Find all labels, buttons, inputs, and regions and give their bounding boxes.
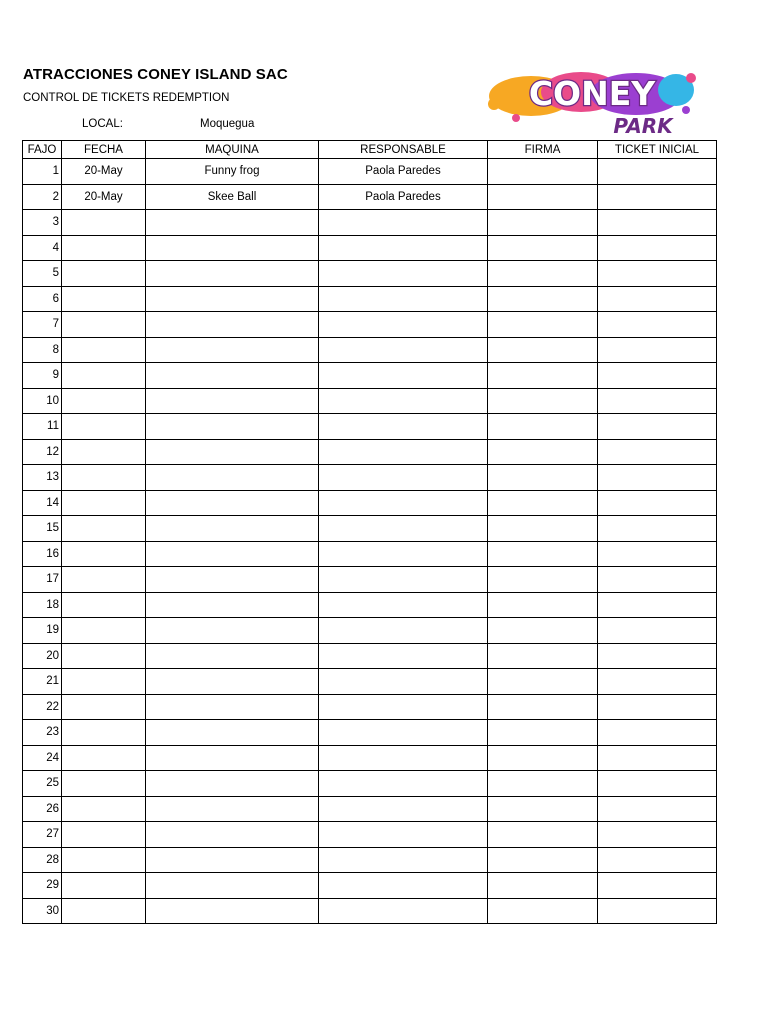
cell-firma [488, 414, 598, 440]
tickets-table [22, 140, 717, 924]
table-row [23, 363, 717, 389]
cell-firma [488, 465, 598, 491]
cell-fajo: 16 [23, 541, 62, 567]
table-row [23, 490, 717, 516]
table-row [23, 822, 717, 848]
coney-park-logo [486, 70, 698, 140]
cell-maquina [146, 822, 319, 848]
cell-fajo: 9 [23, 363, 62, 389]
cell-fecha [62, 414, 146, 440]
cell-fajo: 17 [23, 567, 62, 593]
cell-firma [488, 159, 598, 185]
col-header-fecha: FECHA [62, 141, 146, 159]
table-row [23, 439, 717, 465]
cell-responsable [319, 745, 488, 771]
cell-ticket-inicial [598, 720, 717, 746]
cell-maquina: Funny frog [146, 159, 319, 185]
cell-firma [488, 745, 598, 771]
cell-maquina [146, 414, 319, 440]
cell-responsable [319, 720, 488, 746]
cell-ticket-inicial [598, 567, 717, 593]
cell-fecha [62, 643, 146, 669]
cell-fajo: 8 [23, 337, 62, 363]
cell-firma [488, 720, 598, 746]
cell-firma [488, 261, 598, 287]
cell-fajo: 27 [23, 822, 62, 848]
cell-firma [488, 312, 598, 338]
table-row [23, 184, 717, 210]
table-row [23, 286, 717, 312]
cell-fecha [62, 465, 146, 491]
cell-ticket-inicial [598, 184, 717, 210]
cell-responsable [319, 414, 488, 440]
cell-maquina [146, 873, 319, 899]
cell-responsable [319, 490, 488, 516]
cell-maquina [146, 363, 319, 389]
cell-firma [488, 669, 598, 695]
cell-maquina [146, 286, 319, 312]
cell-maquina [146, 261, 319, 287]
cell-fajo: 5 [23, 261, 62, 287]
table-row [23, 159, 717, 185]
cell-fajo: 26 [23, 796, 62, 822]
cell-maquina [146, 567, 319, 593]
cell-maquina [146, 490, 319, 516]
cell-ticket-inicial [598, 439, 717, 465]
cell-maquina [146, 669, 319, 695]
cell-ticket-inicial [598, 210, 717, 236]
logo-text-park: PARK [613, 114, 673, 138]
cell-maquina [146, 745, 319, 771]
cell-firma [488, 643, 598, 669]
cell-firma [488, 771, 598, 797]
cell-fecha [62, 873, 146, 899]
cell-firma [488, 490, 598, 516]
cell-fajo: 2 [23, 184, 62, 210]
document-subtitle: CONTROL DE TICKETS REDEMPTION [23, 92, 230, 104]
col-header-fajo: FAJO [23, 141, 62, 159]
table-row [23, 388, 717, 414]
cell-fajo: 11 [23, 414, 62, 440]
cell-ticket-inicial [598, 363, 717, 389]
cell-firma [488, 592, 598, 618]
table-row [23, 337, 717, 363]
cell-firma [488, 516, 598, 542]
cell-responsable [319, 847, 488, 873]
cell-fecha [62, 796, 146, 822]
cell-responsable [319, 796, 488, 822]
table-row [23, 465, 717, 491]
cell-maquina [146, 771, 319, 797]
cell-maquina [146, 516, 319, 542]
table-row [23, 414, 717, 440]
cell-fecha [62, 286, 146, 312]
table-row [23, 592, 717, 618]
cell-fecha [62, 337, 146, 363]
table-row [23, 312, 717, 338]
cell-maquina [146, 210, 319, 236]
cell-firma [488, 184, 598, 210]
cell-fecha [62, 363, 146, 389]
cell-firma [488, 388, 598, 414]
cell-responsable [319, 822, 488, 848]
cell-ticket-inicial [598, 465, 717, 491]
cell-responsable [319, 618, 488, 644]
cell-fajo: 4 [23, 235, 62, 261]
cell-ticket-inicial [598, 669, 717, 695]
cell-responsable [319, 771, 488, 797]
cell-ticket-inicial [598, 159, 717, 185]
cell-responsable [319, 261, 488, 287]
col-header-ticket-inicial: TICKET INICIAL [598, 141, 717, 159]
logo-text-coney: CONEY [528, 74, 656, 113]
cell-maquina [146, 694, 319, 720]
cell-responsable: Paola Paredes [319, 159, 488, 185]
cell-fecha [62, 592, 146, 618]
cell-maquina [146, 847, 319, 873]
cell-firma [488, 847, 598, 873]
table-row [23, 796, 717, 822]
cell-ticket-inicial [598, 847, 717, 873]
cell-responsable [319, 567, 488, 593]
cell-responsable [319, 235, 488, 261]
cell-ticket-inicial [598, 898, 717, 924]
cell-maquina [146, 312, 319, 338]
table-row [23, 669, 717, 695]
cell-ticket-inicial [598, 541, 717, 567]
cell-firma [488, 541, 598, 567]
cell-maquina [146, 592, 319, 618]
cell-fajo: 24 [23, 745, 62, 771]
cell-maquina [146, 337, 319, 363]
table-row [23, 261, 717, 287]
cell-fajo: 13 [23, 465, 62, 491]
table-row [23, 898, 717, 924]
cell-responsable [319, 465, 488, 491]
cell-responsable [319, 873, 488, 899]
cell-responsable [319, 388, 488, 414]
cell-ticket-inicial [598, 771, 717, 797]
cell-fecha [62, 669, 146, 695]
cell-fajo: 7 [23, 312, 62, 338]
cell-fecha [62, 898, 146, 924]
cell-ticket-inicial [598, 261, 717, 287]
table-row [23, 643, 717, 669]
cell-fajo: 30 [23, 898, 62, 924]
cell-responsable [319, 541, 488, 567]
cell-ticket-inicial [598, 337, 717, 363]
cell-ticket-inicial [598, 618, 717, 644]
cell-fecha [62, 720, 146, 746]
cell-firma [488, 363, 598, 389]
table-row [23, 516, 717, 542]
cell-fajo: 18 [23, 592, 62, 618]
cell-maquina [146, 541, 319, 567]
table-row [23, 541, 717, 567]
cell-maquina [146, 796, 319, 822]
cell-fecha [62, 822, 146, 848]
cell-fajo: 6 [23, 286, 62, 312]
cell-responsable [319, 210, 488, 236]
cell-maquina [146, 388, 319, 414]
cell-fecha [62, 567, 146, 593]
cell-responsable: Paola Paredes [319, 184, 488, 210]
cell-ticket-inicial [598, 592, 717, 618]
cell-fecha [62, 516, 146, 542]
cell-responsable [319, 643, 488, 669]
local-value: Moquegua [200, 118, 255, 130]
cell-fajo: 12 [23, 439, 62, 465]
cell-responsable [319, 286, 488, 312]
cell-firma [488, 337, 598, 363]
cell-firma [488, 694, 598, 720]
cell-responsable [319, 363, 488, 389]
cell-maquina [146, 465, 319, 491]
cell-firma [488, 898, 598, 924]
cell-fecha [62, 694, 146, 720]
table-header-row [23, 141, 717, 159]
cell-fecha [62, 771, 146, 797]
local-label: LOCAL: [82, 118, 123, 130]
cell-maquina [146, 439, 319, 465]
cell-fecha [62, 618, 146, 644]
col-header-responsable: RESPONSABLE [319, 141, 488, 159]
cell-responsable [319, 516, 488, 542]
cell-ticket-inicial [598, 286, 717, 312]
cell-fecha [62, 388, 146, 414]
cell-fecha [62, 541, 146, 567]
table-row [23, 745, 717, 771]
cell-fecha: 20-May [62, 159, 146, 185]
table-row [23, 694, 717, 720]
cell-ticket-inicial [598, 822, 717, 848]
cell-fajo: 28 [23, 847, 62, 873]
cell-fecha: 20-May [62, 184, 146, 210]
cell-firma [488, 567, 598, 593]
cell-fajo: 21 [23, 669, 62, 695]
cell-ticket-inicial [598, 235, 717, 261]
cell-ticket-inicial [598, 796, 717, 822]
table-row [23, 873, 717, 899]
cell-fecha [62, 490, 146, 516]
cell-fajo: 20 [23, 643, 62, 669]
cell-maquina: Skee Ball [146, 184, 319, 210]
cell-fajo: 14 [23, 490, 62, 516]
cell-fecha [62, 210, 146, 236]
cell-firma [488, 618, 598, 644]
cell-firma [488, 439, 598, 465]
table-row [23, 771, 717, 797]
table-row [23, 210, 717, 236]
cell-ticket-inicial [598, 643, 717, 669]
cell-fajo: 25 [23, 771, 62, 797]
table-row [23, 720, 717, 746]
cell-firma [488, 822, 598, 848]
cell-ticket-inicial [598, 490, 717, 516]
cell-maquina [146, 235, 319, 261]
col-header-firma: FIRMA [488, 141, 598, 159]
cell-maquina [146, 720, 319, 746]
cell-maquina [146, 643, 319, 669]
cell-firma [488, 796, 598, 822]
cell-fecha [62, 312, 146, 338]
cell-fecha [62, 745, 146, 771]
cell-firma [488, 873, 598, 899]
cell-responsable [319, 669, 488, 695]
cell-ticket-inicial [598, 414, 717, 440]
cell-ticket-inicial [598, 516, 717, 542]
cell-fajo: 1 [23, 159, 62, 185]
cell-responsable [319, 439, 488, 465]
cell-firma [488, 235, 598, 261]
cell-fajo: 19 [23, 618, 62, 644]
cell-ticket-inicial [598, 745, 717, 771]
cell-responsable [319, 312, 488, 338]
table-row [23, 235, 717, 261]
cell-maquina [146, 618, 319, 644]
cell-fajo: 10 [23, 388, 62, 414]
cell-fajo: 22 [23, 694, 62, 720]
cell-fecha [62, 847, 146, 873]
company-name: ATRACCIONES CONEY ISLAND SAC [23, 66, 288, 83]
cell-fajo: 3 [23, 210, 62, 236]
cell-maquina [146, 898, 319, 924]
cell-fecha [62, 235, 146, 261]
cell-firma [488, 210, 598, 236]
cell-responsable [319, 337, 488, 363]
cell-responsable [319, 898, 488, 924]
table-row [23, 847, 717, 873]
cell-fajo: 15 [23, 516, 62, 542]
table-row [23, 567, 717, 593]
table-row [23, 618, 717, 644]
cell-fecha [62, 439, 146, 465]
cell-firma [488, 286, 598, 312]
cell-fajo: 23 [23, 720, 62, 746]
cell-responsable [319, 694, 488, 720]
cell-ticket-inicial [598, 388, 717, 414]
cell-fajo: 29 [23, 873, 62, 899]
cell-fecha [62, 261, 146, 287]
cell-ticket-inicial [598, 312, 717, 338]
col-header-maquina: MAQUINA [146, 141, 319, 159]
cell-ticket-inicial [598, 694, 717, 720]
cell-ticket-inicial [598, 873, 717, 899]
cell-responsable [319, 592, 488, 618]
